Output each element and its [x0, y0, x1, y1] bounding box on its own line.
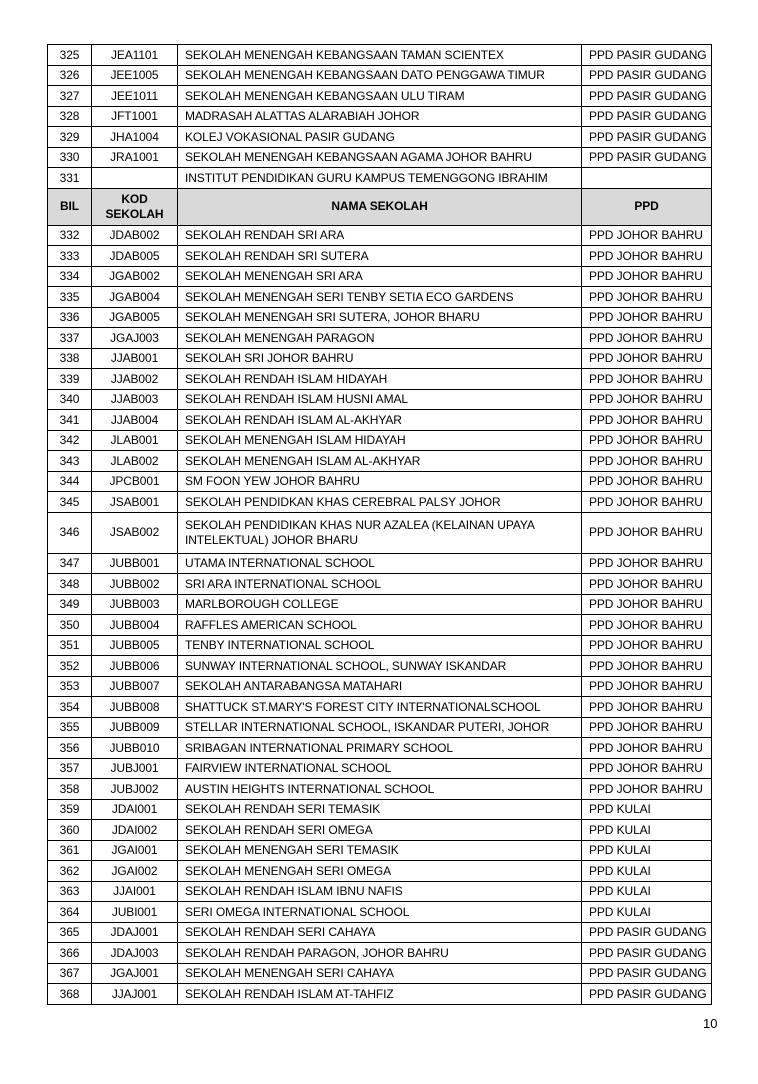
cell-kod: JDAJ003: [92, 943, 178, 964]
cell-kod: JUBB004: [92, 615, 178, 636]
cell-bil: 355: [48, 717, 92, 738]
cell-nama: SEKOLAH MENENGAH SERI CAHAYA: [178, 963, 582, 984]
cell-ppd: PPD KULAI: [582, 881, 712, 902]
cell-nama: SHATTUCK ST.MARY'S FOREST CITY INTERNATIONALSCHOOL: [178, 697, 582, 718]
cell-nama: SEKOLAH RENDAH ISLAM AT-TAHFIZ: [178, 984, 582, 1005]
cell-nama: SEKOLAH MENENGAH KEBANGSAAN DATO PENGGAWA TIMUR: [178, 65, 582, 86]
cell-ppd: PPD JOHOR BAHRU: [582, 615, 712, 636]
cell-kod: JUBB006: [92, 656, 178, 677]
cell-bil: 332: [48, 225, 92, 246]
cell-ppd: PPD JOHOR BAHRU: [582, 492, 712, 513]
cell-ppd: PPD JOHOR BAHRU: [582, 369, 712, 390]
cell-kod: JSAB001: [92, 492, 178, 513]
cell-bil: 334: [48, 266, 92, 287]
table-row: [48, 984, 712, 1005]
cell-bil: 335: [48, 287, 92, 308]
cell-nama: SEKOLAH RENDAH SERI CAHAYA: [178, 922, 582, 943]
cell-nama: SEKOLAH RENDAH ISLAM HUSNI AMAL: [178, 389, 582, 410]
table-row: [48, 86, 712, 107]
table-row: [48, 758, 712, 779]
cell-nama: SEKOLAH MENENGAH SRI SUTERA, JOHOR BHARU: [178, 307, 582, 328]
cell-nama: TENBY INTERNATIONAL SCHOOL: [178, 635, 582, 656]
table-row: [48, 922, 712, 943]
cell-kod: JLAB002: [92, 451, 178, 472]
cell-bil: 330: [48, 147, 92, 168]
table-row: [48, 615, 712, 636]
cell-kod: JRA1001: [92, 147, 178, 168]
cell-ppd: [582, 168, 712, 189]
cell-kod: JGAB004: [92, 287, 178, 308]
table-row: [48, 553, 712, 574]
cell-bil: 344: [48, 471, 92, 492]
cell-kod: JGAI002: [92, 861, 178, 882]
cell-nama: SEKOLAH MENENGAH SERI OMEGA: [178, 861, 582, 882]
cell-bil: 329: [48, 127, 92, 148]
table-row: [48, 820, 712, 841]
cell-nama: SEKOLAH MENENGAH ISLAM HIDAYAH: [178, 430, 582, 451]
cell-nama: SRI ARA INTERNATIONAL SCHOOL: [178, 574, 582, 595]
cell-kod: JJAJ001: [92, 984, 178, 1005]
cell-kod: JUBI001: [92, 902, 178, 923]
cell-kod: JUBB009: [92, 717, 178, 738]
cell-kod: JUBB005: [92, 635, 178, 656]
table-row: [48, 348, 712, 369]
cell-ppd: PPD JOHOR BAHRU: [582, 676, 712, 697]
cell-kod: JLAB001: [92, 430, 178, 451]
cell-ppd: PPD JOHOR BAHRU: [582, 697, 712, 718]
cell-kod: JSAB002: [92, 512, 178, 553]
cell-nama: FAIRVIEW INTERNATIONAL SCHOOL: [178, 758, 582, 779]
cell-bil: 360: [48, 820, 92, 841]
cell-bil: 325: [48, 45, 92, 66]
page-number: 10: [703, 1016, 718, 1031]
cell-bil: 337: [48, 328, 92, 349]
cell-bil: 357: [48, 758, 92, 779]
table-row: [48, 168, 712, 189]
column-header-kod: KOD SEKOLAH: [92, 188, 178, 225]
cell-bil: 340: [48, 389, 92, 410]
cell-ppd: PPD JOHOR BAHRU: [582, 635, 712, 656]
cell-nama: SEKOLAH RENDAH SERI TEMASIK: [178, 799, 582, 820]
table-row: [48, 861, 712, 882]
table-row: [48, 430, 712, 451]
table-row: [48, 635, 712, 656]
cell-bil: 348: [48, 574, 92, 595]
cell-nama: RAFFLES AMERICAN SCHOOL: [178, 615, 582, 636]
cell-kod: JEE1011: [92, 86, 178, 107]
cell-kod: JJAB003: [92, 389, 178, 410]
cell-bil: 351: [48, 635, 92, 656]
cell-nama: SEKOLAH PENDIDIKAN KHAS NUR AZALEA (KELAINAN UPAYA INTELEKTUAL) JOHOR BHARU: [178, 512, 582, 553]
table-row: [48, 45, 712, 66]
cell-nama: SEKOLAH SRI JOHOR BAHRU: [178, 348, 582, 369]
cell-nama: SEKOLAH MENENGAH KEBANGSAAN AGAMA JOHOR BAHRU: [178, 147, 582, 168]
table-row: [48, 943, 712, 964]
cell-kod: JUBB010: [92, 738, 178, 759]
table-row: [48, 963, 712, 984]
cell-ppd: PPD JOHOR BAHRU: [582, 574, 712, 595]
cell-kod: JJAB002: [92, 369, 178, 390]
table-row: [48, 492, 712, 513]
cell-ppd: PPD PASIR GUDANG: [582, 127, 712, 148]
cell-ppd: PPD JOHOR BAHRU: [582, 430, 712, 451]
table-row: [48, 656, 712, 677]
cell-bil: 361: [48, 840, 92, 861]
cell-kod: JUBB007: [92, 676, 178, 697]
table-row: [48, 410, 712, 431]
cell-nama: SEKOLAH PENDIDKAN KHAS CEREBRAL PALSY JOHOR: [178, 492, 582, 513]
cell-nama: AUSTIN HEIGHTS INTERNATIONAL SCHOOL: [178, 779, 582, 800]
school-table-body: [48, 45, 712, 1005]
table-row: [48, 147, 712, 168]
cell-ppd: PPD PASIR GUDANG: [582, 984, 712, 1005]
cell-bil: 345: [48, 492, 92, 513]
cell-nama: SEKOLAH MENENGAH ISLAM AL-AKHYAR: [178, 451, 582, 472]
cell-nama: UTAMA INTERNATIONAL SCHOOL: [178, 553, 582, 574]
table-row: [48, 574, 712, 595]
cell-nama: SEKOLAH RENDAH ISLAM HIDAYAH: [178, 369, 582, 390]
cell-ppd: PPD PASIR GUDANG: [582, 106, 712, 127]
cell-bil: 328: [48, 106, 92, 127]
cell-nama: SEKOLAH MENENGAH KEBANGSAAN ULU TIRAM: [178, 86, 582, 107]
cell-nama: STELLAR INTERNATIONAL SCHOOL, ISKANDAR PUTERI, JOHOR: [178, 717, 582, 738]
cell-kod: JDAI001: [92, 799, 178, 820]
cell-bil: 336: [48, 307, 92, 328]
cell-kod: JDAI002: [92, 820, 178, 841]
cell-bil: 366: [48, 943, 92, 964]
cell-bil: 338: [48, 348, 92, 369]
table-row: [48, 676, 712, 697]
cell-ppd: PPD PASIR GUDANG: [582, 147, 712, 168]
cell-kod: JUBJ001: [92, 758, 178, 779]
cell-bil: 363: [48, 881, 92, 902]
school-list-table: [47, 44, 712, 1005]
cell-ppd: PPD JOHOR BAHRU: [582, 758, 712, 779]
cell-kod: JUBB002: [92, 574, 178, 595]
cell-ppd: PPD JOHOR BAHRU: [582, 471, 712, 492]
cell-kod: JUBB008: [92, 697, 178, 718]
cell-ppd: PPD JOHOR BAHRU: [582, 307, 712, 328]
cell-ppd: PPD JOHOR BAHRU: [582, 266, 712, 287]
cell-nama: SM FOON YEW JOHOR BAHRU: [178, 471, 582, 492]
cell-nama: SEKOLAH MENENGAH SRI ARA: [178, 266, 582, 287]
cell-ppd: PPD JOHOR BAHRU: [582, 348, 712, 369]
table-row: [48, 389, 712, 410]
cell-ppd: PPD PASIR GUDANG: [582, 45, 712, 66]
cell-bil: 333: [48, 246, 92, 267]
cell-nama: SERI OMEGA INTERNATIONAL SCHOOL: [178, 902, 582, 923]
table-row: [48, 594, 712, 615]
cell-nama: SRIBAGAN INTERNATIONAL PRIMARY SCHOOL: [178, 738, 582, 759]
table-row: [48, 697, 712, 718]
cell-kod: JGAB005: [92, 307, 178, 328]
cell-bil: 362: [48, 861, 92, 882]
cell-nama: SEKOLAH RENDAH SERI OMEGA: [178, 820, 582, 841]
cell-ppd: PPD JOHOR BAHRU: [582, 779, 712, 800]
cell-ppd: PPD JOHOR BAHRU: [582, 246, 712, 267]
cell-kod: JUBB003: [92, 594, 178, 615]
cell-kod: JHA1004: [92, 127, 178, 148]
cell-bil: 365: [48, 922, 92, 943]
cell-ppd: PPD PASIR GUDANG: [582, 86, 712, 107]
cell-ppd: PPD KULAI: [582, 861, 712, 882]
cell-ppd: PPD KULAI: [582, 840, 712, 861]
cell-bil: 368: [48, 984, 92, 1005]
cell-kod: JEE1005: [92, 65, 178, 86]
cell-bil: 350: [48, 615, 92, 636]
cell-kod: JJAI001: [92, 881, 178, 902]
cell-bil: 349: [48, 594, 92, 615]
table-row: [48, 451, 712, 472]
cell-nama: SEKOLAH MENENGAH SERI TENBY SETIA ECO GARDENS: [178, 287, 582, 308]
table-row: [48, 266, 712, 287]
cell-kod: JUBJ002: [92, 779, 178, 800]
cell-ppd: PPD JOHOR BAHRU: [582, 656, 712, 677]
cell-bil: 331: [48, 168, 92, 189]
table-row: [48, 127, 712, 148]
cell-kod: JGAI001: [92, 840, 178, 861]
cell-ppd: PPD JOHOR BAHRU: [582, 717, 712, 738]
cell-ppd: PPD PASIR GUDANG: [582, 963, 712, 984]
cell-bil: 353: [48, 676, 92, 697]
cell-bil: 346: [48, 512, 92, 553]
cell-ppd: PPD JOHOR BAHRU: [582, 594, 712, 615]
cell-bil: 352: [48, 656, 92, 677]
cell-ppd: PPD JOHOR BAHRU: [582, 738, 712, 759]
cell-ppd: PPD PASIR GUDANG: [582, 922, 712, 943]
cell-bil: 343: [48, 451, 92, 472]
column-header-nama: NAMA SEKOLAH: [178, 188, 582, 225]
cell-kod: JJAB004: [92, 410, 178, 431]
cell-bil: 358: [48, 779, 92, 800]
cell-nama: SEKOLAH ANTARABANGSA MATAHARI: [178, 676, 582, 697]
table-row: [48, 779, 712, 800]
cell-nama: SEKOLAH RENDAH ISLAM IBNU NAFIS: [178, 881, 582, 902]
cell-ppd: PPD JOHOR BAHRU: [582, 287, 712, 308]
cell-nama: SUNWAY INTERNATIONAL SCHOOL, SUNWAY ISKANDAR: [178, 656, 582, 677]
cell-nama: MARLBOROUGH COLLEGE: [178, 594, 582, 615]
cell-kod: [92, 168, 178, 189]
cell-kod: JDAJ001: [92, 922, 178, 943]
table-row: [48, 471, 712, 492]
cell-ppd: PPD JOHOR BAHRU: [582, 328, 712, 349]
cell-ppd: PPD KULAI: [582, 902, 712, 923]
cell-nama: MADRASAH ALATTAS ALARABIAH JOHOR: [178, 106, 582, 127]
table-row: [48, 902, 712, 923]
table-row: [48, 328, 712, 349]
cell-kod: JEA1101: [92, 45, 178, 66]
cell-nama: SEKOLAH MENENGAH KEBANGSAAN TAMAN SCIENTEX: [178, 45, 582, 66]
table-row: [48, 307, 712, 328]
table-row: [48, 840, 712, 861]
table-row: [48, 881, 712, 902]
cell-kod: JGAB002: [92, 266, 178, 287]
cell-ppd: PPD JOHOR BAHRU: [582, 225, 712, 246]
table-row: [48, 287, 712, 308]
cell-bil: 354: [48, 697, 92, 718]
cell-nama: SEKOLAH RENDAH SRI SUTERA: [178, 246, 582, 267]
cell-bil: 341: [48, 410, 92, 431]
cell-kod: JUBB001: [92, 553, 178, 574]
column-header-bil: BIL: [48, 188, 92, 225]
cell-nama: SEKOLAH MENENGAH SERI TEMASIK: [178, 840, 582, 861]
cell-bil: 326: [48, 65, 92, 86]
cell-ppd: PPD JOHOR BAHRU: [582, 410, 712, 431]
column-header-ppd: PPD: [582, 188, 712, 225]
cell-kod: JGAJ001: [92, 963, 178, 984]
cell-nama: SEKOLAH RENDAH PARAGON, JOHOR BAHRU: [178, 943, 582, 964]
cell-ppd: PPD PASIR GUDANG: [582, 65, 712, 86]
cell-ppd: PPD PASIR GUDANG: [582, 943, 712, 964]
cell-bil: 359: [48, 799, 92, 820]
cell-ppd: PPD JOHOR BAHRU: [582, 512, 712, 553]
table-header-row: [48, 188, 712, 225]
cell-kod: JDAB002: [92, 225, 178, 246]
cell-bil: 356: [48, 738, 92, 759]
table-row: [48, 512, 712, 553]
cell-ppd: PPD KULAI: [582, 820, 712, 841]
cell-bil: 327: [48, 86, 92, 107]
cell-bil: 347: [48, 553, 92, 574]
cell-kod: JJAB001: [92, 348, 178, 369]
cell-nama: KOLEJ VOKASIONAL PASIR GUDANG: [178, 127, 582, 148]
table-row: [48, 65, 712, 86]
cell-nama: SEKOLAH RENDAH ISLAM AL-AKHYAR: [178, 410, 582, 431]
cell-nama: SEKOLAH MENENGAH PARAGON: [178, 328, 582, 349]
cell-ppd: PPD KULAI: [582, 799, 712, 820]
cell-ppd: PPD JOHOR BAHRU: [582, 553, 712, 574]
table-row: [48, 246, 712, 267]
cell-bil: 339: [48, 369, 92, 390]
cell-kod: JGAJ003: [92, 328, 178, 349]
cell-kod: JPCB001: [92, 471, 178, 492]
table-row: [48, 799, 712, 820]
cell-bil: 342: [48, 430, 92, 451]
cell-kod: JDAB005: [92, 246, 178, 267]
table-row: [48, 369, 712, 390]
cell-kod: JFT1001: [92, 106, 178, 127]
cell-bil: 367: [48, 963, 92, 984]
table-row: [48, 106, 712, 127]
table-row: [48, 738, 712, 759]
table-row: [48, 717, 712, 738]
table-row: [48, 225, 712, 246]
cell-ppd: PPD JOHOR BAHRU: [582, 389, 712, 410]
cell-nama: SEKOLAH RENDAH SRI ARA: [178, 225, 582, 246]
cell-nama: INSTITUT PENDIDIKAN GURU KAMPUS TEMENGGONG IBRAHIM: [178, 168, 582, 189]
cell-bil: 364: [48, 902, 92, 923]
cell-ppd: PPD JOHOR BAHRU: [582, 451, 712, 472]
